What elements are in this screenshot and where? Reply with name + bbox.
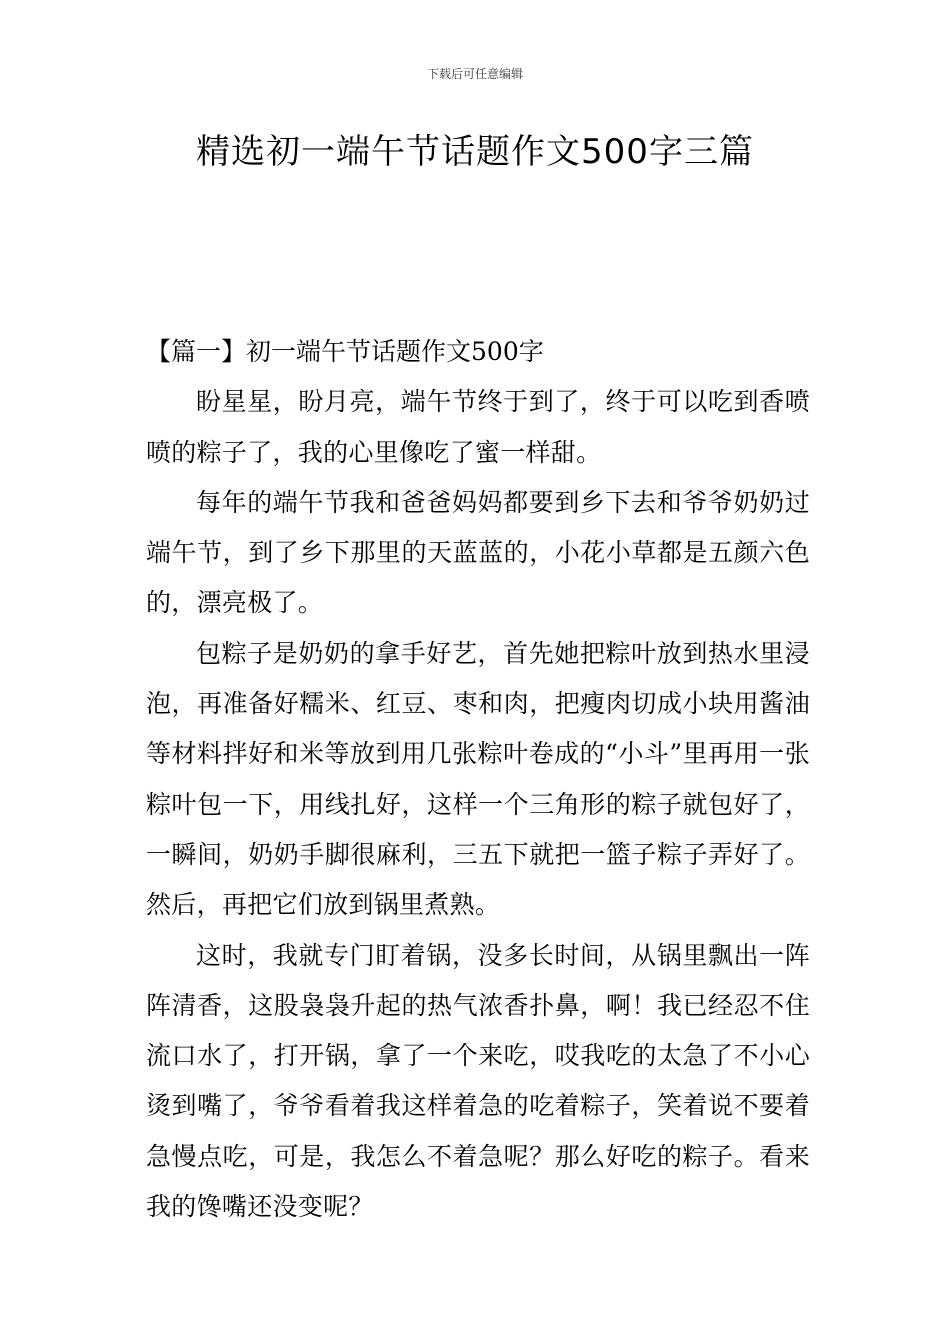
document-title: 精选初一端午节话题作文500字三篇: [196, 132, 754, 172]
header-note: 下载后可任意编辑: [426, 67, 523, 81]
article-body: [146, 327, 810, 1232]
paragraph: 包粽子是奶奶的拿手好艺，首先她把粽叶放到热水里浸泡，再准备好糯米、红豆、枣和肉，把瘦肉切成小块用酱油等材料拌好和米等放到用几张粽叶卷成的“小斗”里再用一张粽叶包一下，用线扎好，这样一个三角形的粽子就包好了，一瞬间，奶奶手脚很麻利，三五下就把一篮子粽子弄好了。然后，再把它们放到锅里煮熟。: [146, 638, 810, 920]
paragraph: 这时，我就专门盯着锅，没多长时间，从锅里飘出一阵阵清香，这股袅袅升起的热气浓香扑鼻，啊！我已经忍不住流口水了，打开锅，拿了一个来吃，哎我吃的太急了不小心烫到嘴了，爷爷看着我这样着急的吃着粽子，笑着说不要着急慢点吃，可是，我怎么不着急呢？那么好吃的粽子。看来我的馋嘴还没变呢？: [146, 940, 810, 1222]
paragraph: 盼星星，盼月亮，端午节终于到了，终于可以吃到香喷喷的粽子了，我的心里像吃了蜜一样甜。: [146, 387, 810, 467]
section-heading: 【篇一】初一端午节话题作文500字: [146, 337, 544, 366]
paragraph: 每年的端午节我和爸爸妈妈都要到乡下去和爷爷奶奶过端午节，到了乡下那里的天蓝蓝的，小花小草都是五颜六色的，漂亮极了。: [146, 487, 810, 618]
